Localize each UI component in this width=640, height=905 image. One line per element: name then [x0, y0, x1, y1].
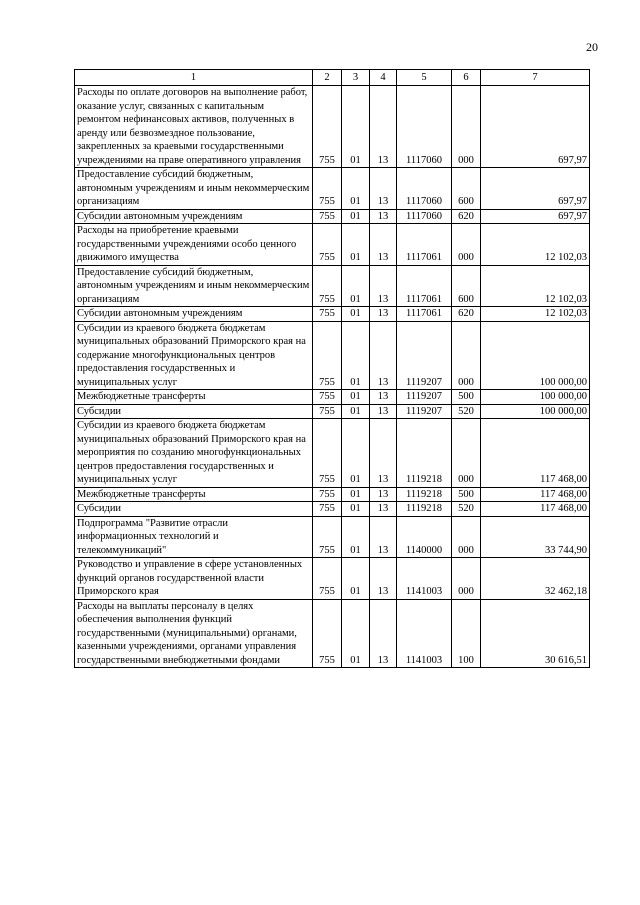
expense-type-cell: 000 — [452, 86, 481, 168]
section-code-cell: 01 — [342, 502, 370, 517]
table-row — [75, 321, 590, 390]
subsection-code-cell: 13 — [370, 86, 397, 168]
page-number: 20 — [586, 40, 598, 54]
target-article-cell: 1117061 — [397, 265, 452, 307]
subsection-code-cell: 13 — [370, 209, 397, 224]
ministry-code-cell: 755 — [313, 516, 342, 558]
row-name-cell: Предоставление субсидий бюджетным, автономным учреждениям и иным некоммерческим организациям — [75, 265, 313, 307]
table-row — [75, 487, 590, 502]
target-article-cell: 1141003 — [397, 558, 452, 600]
ministry-code-cell: 755 — [313, 86, 342, 168]
subsection-code-cell: 13 — [370, 599, 397, 668]
expense-type-cell: 520 — [452, 502, 481, 517]
amount-cell: 697,97 — [481, 209, 590, 224]
target-article-cell: 1119218 — [397, 419, 452, 488]
table-row — [75, 307, 590, 322]
target-article-cell: 1119207 — [397, 390, 452, 405]
section-code-cell: 01 — [342, 265, 370, 307]
ministry-code-cell: 755 — [313, 404, 342, 419]
expense-type-cell: 620 — [452, 307, 481, 322]
section-code-cell: 01 — [342, 404, 370, 419]
target-article-cell: 1119218 — [397, 487, 452, 502]
section-code-cell: 01 — [342, 419, 370, 488]
column-header: 6 — [452, 70, 481, 86]
table-row — [75, 224, 590, 266]
table-row — [75, 168, 590, 210]
target-article-cell: 1119218 — [397, 502, 452, 517]
ministry-code-cell: 755 — [313, 209, 342, 224]
subsection-code-cell: 13 — [370, 487, 397, 502]
row-name-cell: Субсидии автономным учреждениям — [75, 307, 313, 322]
section-code-cell: 01 — [342, 516, 370, 558]
table-row — [75, 558, 590, 600]
row-name-cell: Расходы на приобретение краевыми государственными учреждениями особо ценного движимого имущества — [75, 224, 313, 266]
table-row — [75, 86, 590, 168]
ministry-code-cell: 755 — [313, 558, 342, 600]
row-name-cell: Межбюджетные трансферты — [75, 390, 313, 405]
target-article-cell: 1119207 — [397, 321, 452, 390]
row-name-cell: Руководство и управление в сфере установленных функций органов государственной власти Приморского края — [75, 558, 313, 600]
amount-cell: 12 102,03 — [481, 265, 590, 307]
row-name-cell: Подпрограмма "Развитие отрасли информационных технологий и телекоммуникаций" — [75, 516, 313, 558]
subsection-code-cell: 13 — [370, 419, 397, 488]
target-article-cell: 1117060 — [397, 86, 452, 168]
column-header: 7 — [481, 70, 590, 86]
amount-cell: 697,97 — [481, 86, 590, 168]
subsection-code-cell: 13 — [370, 321, 397, 390]
expense-type-cell: 000 — [452, 321, 481, 390]
expense-type-cell: 500 — [452, 390, 481, 405]
subsection-code-cell: 13 — [370, 265, 397, 307]
target-article-cell: 1140000 — [397, 516, 452, 558]
section-code-cell: 01 — [342, 86, 370, 168]
table-row — [75, 502, 590, 517]
target-article-cell: 1117061 — [397, 224, 452, 266]
ministry-code-cell: 755 — [313, 390, 342, 405]
section-code-cell: 01 — [342, 224, 370, 266]
row-name-cell: Субсидии — [75, 404, 313, 419]
column-header: 2 — [313, 70, 342, 86]
amount-cell: 32 462,18 — [481, 558, 590, 600]
expense-type-cell: 000 — [452, 419, 481, 488]
ministry-code-cell: 755 — [313, 419, 342, 488]
expense-type-cell: 000 — [452, 558, 481, 600]
target-article-cell: 1141003 — [397, 599, 452, 668]
target-article-cell: 1117061 — [397, 307, 452, 322]
expense-type-cell: 600 — [452, 168, 481, 210]
column-header: 1 — [75, 70, 313, 86]
ministry-code-cell: 755 — [313, 321, 342, 390]
column-header: 4 — [370, 70, 397, 86]
amount-cell: 697,97 — [481, 168, 590, 210]
column-header: 3 — [342, 70, 370, 86]
target-article-cell: 1117060 — [397, 209, 452, 224]
amount-cell: 117 468,00 — [481, 419, 590, 488]
amount-cell: 12 102,03 — [481, 224, 590, 266]
header-row — [75, 70, 590, 86]
expense-type-cell: 600 — [452, 265, 481, 307]
row-name-cell: Субсидии автономным учреждениям — [75, 209, 313, 224]
subsection-code-cell: 13 — [370, 404, 397, 419]
subsection-code-cell: 13 — [370, 224, 397, 266]
table-row — [75, 516, 590, 558]
section-code-cell: 01 — [342, 487, 370, 502]
amount-cell: 117 468,00 — [481, 487, 590, 502]
subsection-code-cell: 13 — [370, 307, 397, 322]
section-code-cell: 01 — [342, 209, 370, 224]
ministry-code-cell: 755 — [313, 265, 342, 307]
table-row — [75, 265, 590, 307]
ministry-code-cell: 755 — [313, 599, 342, 668]
section-code-cell: 01 — [342, 168, 370, 210]
amount-cell: 117 468,00 — [481, 502, 590, 517]
section-code-cell: 01 — [342, 599, 370, 668]
table-row — [75, 599, 590, 668]
row-name-cell: Субсидии из краевого бюджета бюджетам муниципальных образований Приморского края на мероприятия по созданию многофункциональных центров предоставления государственных и муниципальных услуг — [75, 419, 313, 488]
budget-table — [74, 69, 590, 668]
expense-type-cell: 500 — [452, 487, 481, 502]
subsection-code-cell: 13 — [370, 168, 397, 210]
table-row — [75, 419, 590, 488]
subsection-code-cell: 13 — [370, 558, 397, 600]
table-row — [75, 390, 590, 405]
target-article-cell: 1117060 — [397, 168, 452, 210]
row-name-cell: Субсидии из краевого бюджета бюджетам муниципальных образований Приморского края на содержание многофункциональных центров предоставления государственных и муниципальных услуг — [75, 321, 313, 390]
amount-cell: 100 000,00 — [481, 404, 590, 419]
table-row — [75, 209, 590, 224]
section-code-cell: 01 — [342, 307, 370, 322]
subsection-code-cell: 13 — [370, 390, 397, 405]
amount-cell: 12 102,03 — [481, 307, 590, 322]
row-name-cell: Расходы по оплате договоров на выполнение работ, оказание услуг, связанных с капитальным ремонтом нефинансовых активов, полученных в аренду или безвозмездное пользование, закрепленных за краевыми государственными учреждениями на праве оперативного управления — [75, 86, 313, 168]
expense-type-cell: 100 — [452, 599, 481, 668]
ministry-code-cell: 755 — [313, 502, 342, 517]
ministry-code-cell: 755 — [313, 168, 342, 210]
amount-cell: 100 000,00 — [481, 321, 590, 390]
row-name-cell: Межбюджетные трансферты — [75, 487, 313, 502]
expense-type-cell: 620 — [452, 209, 481, 224]
amount-cell: 33 744,90 — [481, 516, 590, 558]
amount-cell: 30 616,51 — [481, 599, 590, 668]
row-name-cell: Расходы на выплаты персоналу в целях обеспечения выполнения функций государственными (муниципальными) органами, казенными учреждениями, органами управления государственными внебюджетными фондами — [75, 599, 313, 668]
section-code-cell: 01 — [342, 390, 370, 405]
section-code-cell: 01 — [342, 558, 370, 600]
subsection-code-cell: 13 — [370, 502, 397, 517]
column-header: 5 — [397, 70, 452, 86]
table-row — [75, 404, 590, 419]
amount-cell: 100 000,00 — [481, 390, 590, 405]
subsection-code-cell: 13 — [370, 516, 397, 558]
ministry-code-cell: 755 — [313, 224, 342, 266]
expense-type-cell: 000 — [452, 516, 481, 558]
ministry-code-cell: 755 — [313, 487, 342, 502]
row-name-cell: Субсидии — [75, 502, 313, 517]
expense-type-cell: 000 — [452, 224, 481, 266]
ministry-code-cell: 755 — [313, 307, 342, 322]
row-name-cell: Предоставление субсидий бюджетным, автономным учреждениям и иным некоммерческим организациям — [75, 168, 313, 210]
section-code-cell: 01 — [342, 321, 370, 390]
expense-type-cell: 520 — [452, 404, 481, 419]
target-article-cell: 1119207 — [397, 404, 452, 419]
